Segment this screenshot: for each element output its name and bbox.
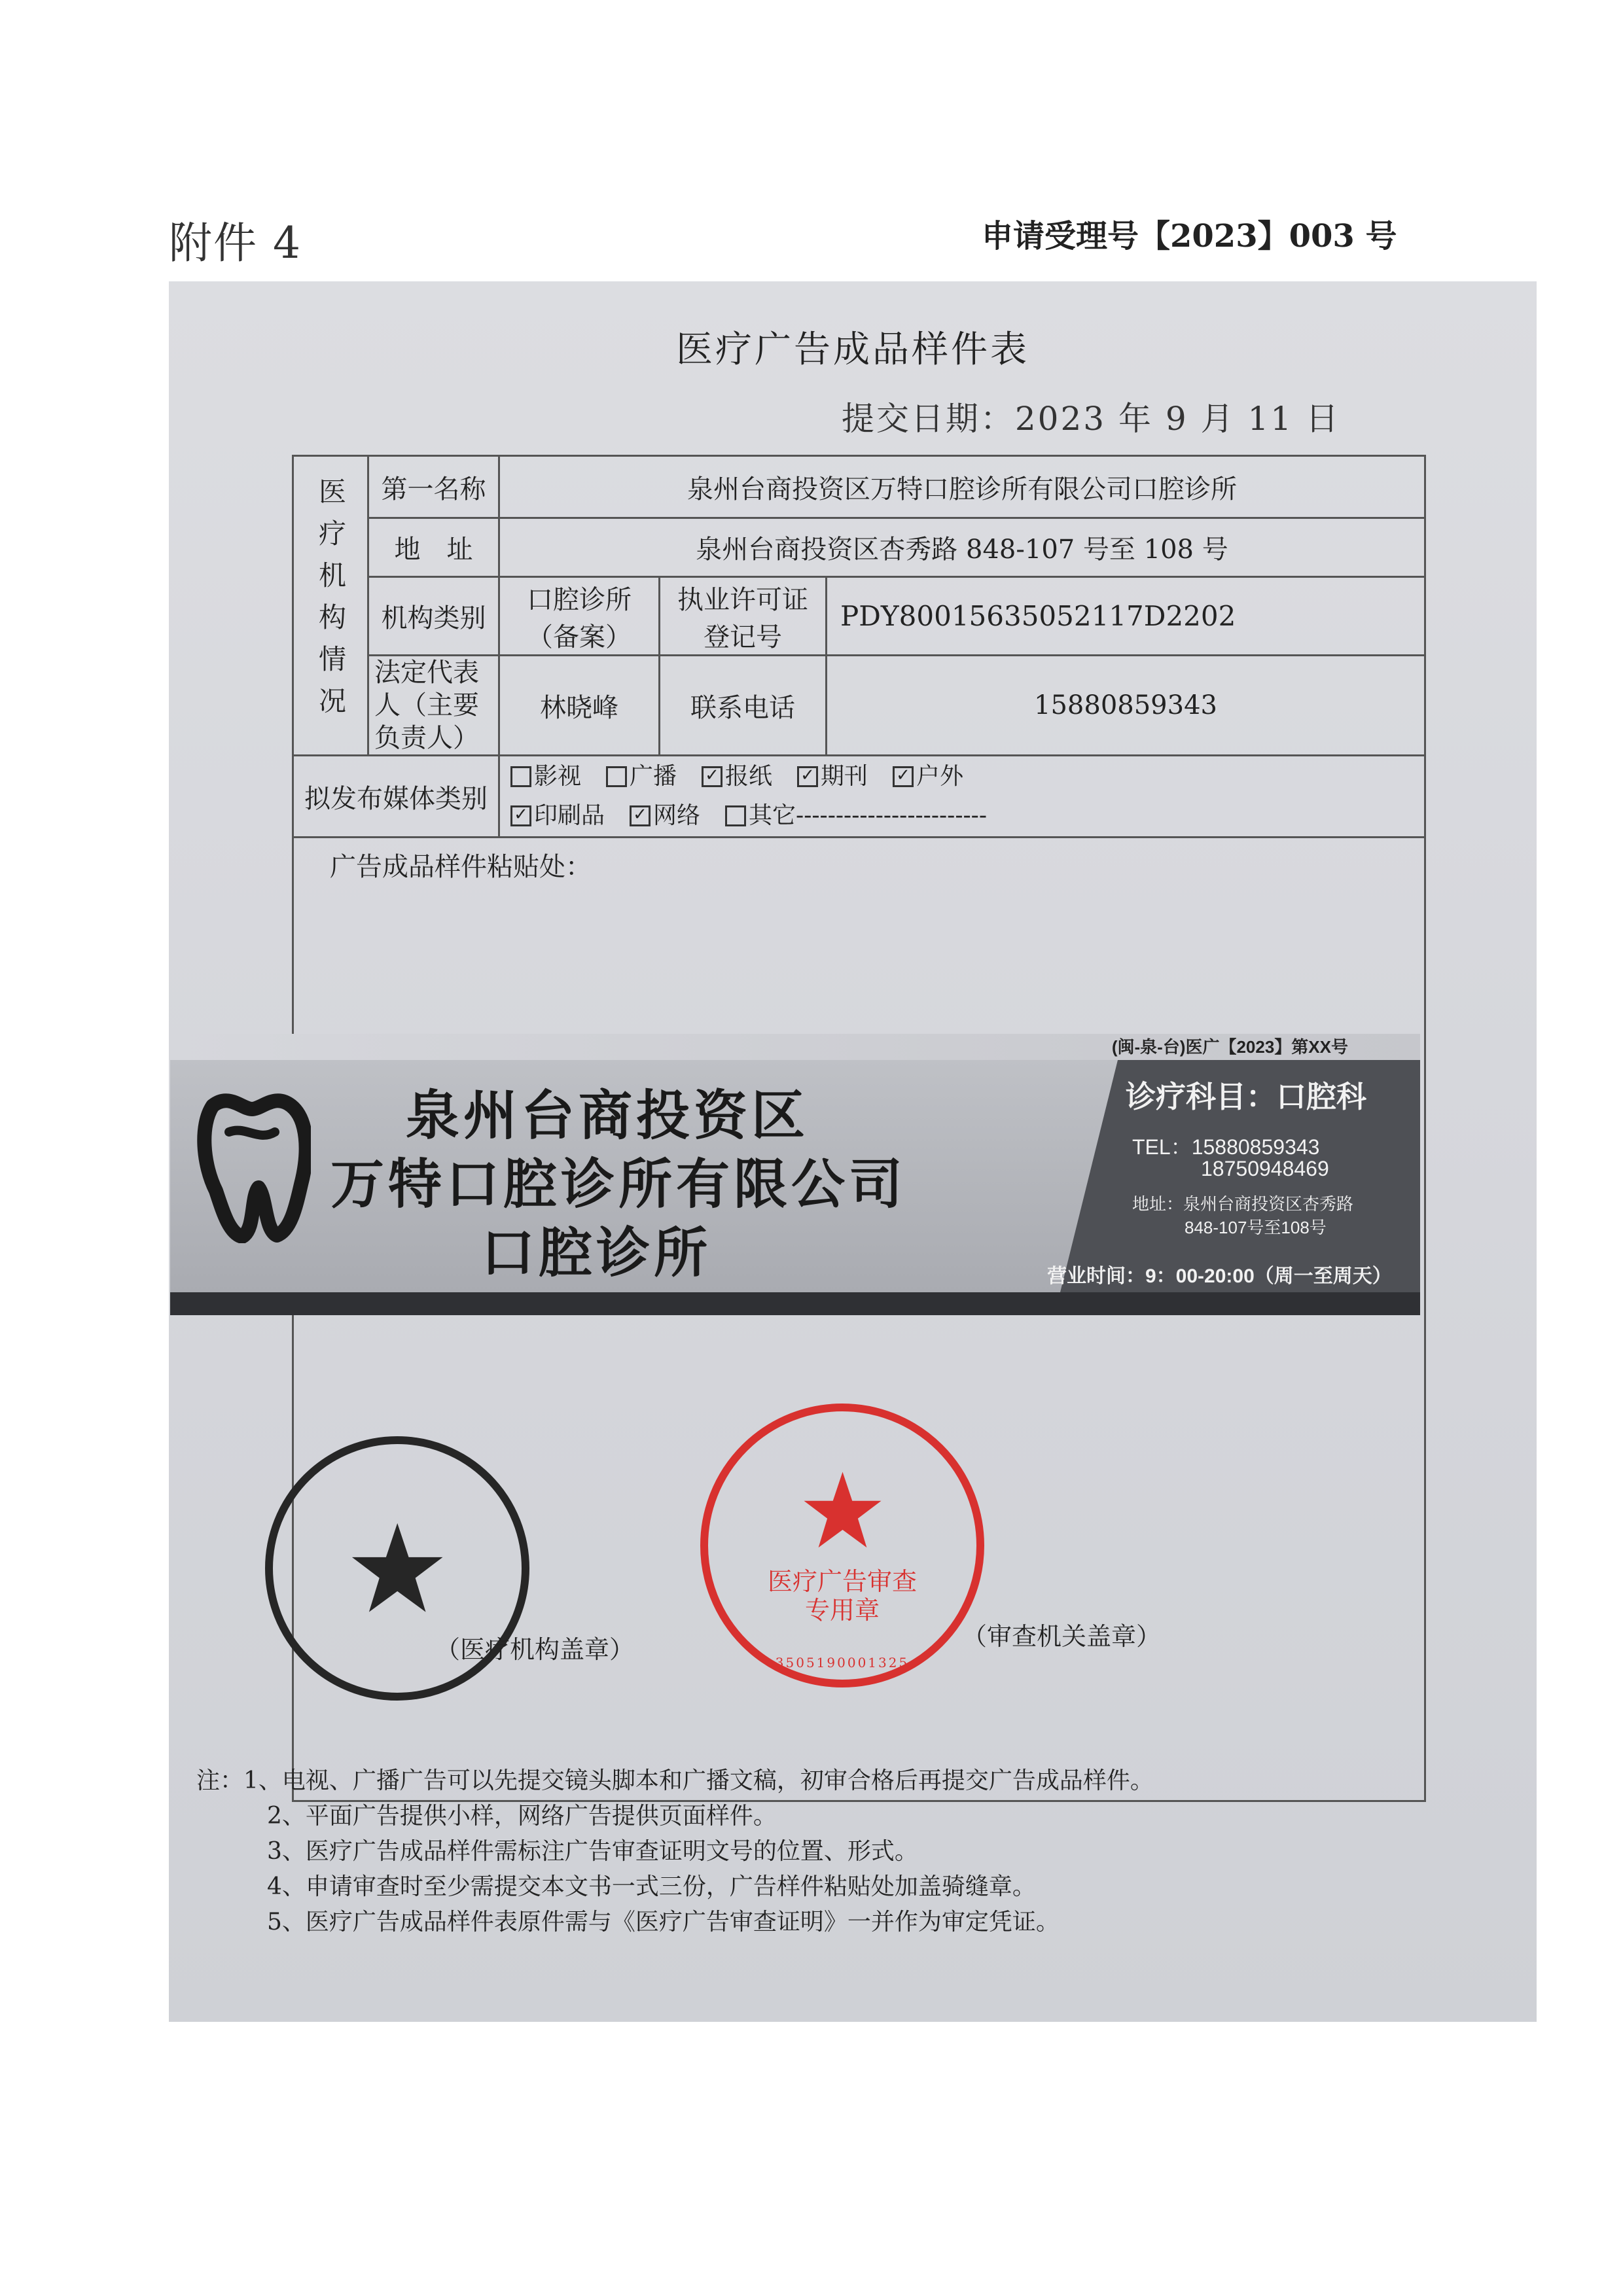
- media-option[interactable]: [725, 802, 987, 829]
- ad-hours: 营业时间：9：00-20:00（周一至周天）: [1047, 1265, 1392, 1287]
- section-label-cell: [293, 456, 368, 756]
- legal-rep-label: 法定代表人（主要负责人）: [368, 656, 499, 756]
- phone-value: 15880859343: [827, 656, 1425, 756]
- tooth-icon: [193, 1080, 311, 1243]
- address-value: 泉州台商投资区杏秀路 848-107 号至 108 号: [499, 518, 1425, 577]
- org-type-value: 口腔诊所（备案）: [499, 577, 660, 656]
- review-seal-caption: （审查机关盖章）: [962, 1622, 1162, 1651]
- submit-date: 提交日期：2023 年 9 月 11 日: [841, 400, 1340, 438]
- media-option-label: 广播: [630, 763, 677, 790]
- media-option-label: 网络: [653, 802, 701, 829]
- star-icon: [802, 1470, 883, 1551]
- phone-label: 联系电话: [660, 656, 827, 756]
- application-number: 申请受理号【2023】003 号: [982, 218, 1397, 255]
- media-option[interactable]: [630, 802, 700, 829]
- media-option[interactable]: [797, 763, 868, 790]
- note-line: 注：1、电视、广播广告可以先提交镜头脚本和广播文稿，初审合格后再提交广告成品样件。: [196, 1767, 1154, 1794]
- star-icon: [350, 1521, 444, 1616]
- media-option-label: 影视: [534, 763, 582, 790]
- ad-bottom-bar: [170, 1292, 1420, 1315]
- other-fill-line: ------------------------: [796, 802, 987, 829]
- checked-box-icon[interactable]: ✓: [510, 805, 531, 826]
- media-option[interactable]: [510, 763, 581, 790]
- attachment-label: 附件 4: [169, 218, 302, 268]
- paste-label: 广告成品样件粘贴处：: [330, 852, 592, 882]
- org-type-label: 机构类别: [368, 577, 499, 656]
- ad-name-line2: 万特口腔诊所有限公司: [330, 1154, 907, 1216]
- media-option-label: 报纸: [725, 763, 773, 790]
- checked-box-icon[interactable]: ✓: [702, 766, 722, 787]
- media-label: 拟发布媒体类别: [293, 756, 499, 838]
- form-title: 医疗广告成品样件表: [676, 328, 1029, 371]
- media-row: [510, 796, 1419, 836]
- media-option-label: 户外: [916, 763, 964, 790]
- legal-rep-value: 林晓峰: [499, 656, 660, 756]
- media-options: [499, 756, 1425, 838]
- media-option[interactable]: [702, 763, 772, 790]
- media-option[interactable]: [510, 802, 605, 829]
- ad-addr2: 848-107号至108号: [1185, 1218, 1327, 1237]
- ad-tel2: 18750948469: [1201, 1157, 1329, 1180]
- ad-dept: 诊疗科目：口腔科: [1126, 1079, 1366, 1114]
- license-value: PDY80015635052117D2202: [827, 577, 1425, 656]
- unchecked-box-icon[interactable]: [606, 766, 627, 787]
- ad-name-line3: 口腔诊所: [481, 1222, 712, 1284]
- note-line: 3、医疗广告成品样件需标注广告审查证明文号的位置、形式。: [267, 1838, 918, 1865]
- note-line: 2、平面广告提供小样，网络广告提供页面样件。: [267, 1803, 777, 1829]
- media-option-label: 期刊: [821, 763, 868, 790]
- first-name-value: 泉州台商投资区万特口腔诊所有限公司口腔诊所: [499, 456, 1425, 518]
- media-row: [510, 757, 1419, 796]
- media-option[interactable]: [893, 763, 963, 790]
- note-line: 4、申请审查时至少需提交本文书一式三份，广告样件粘贴处加盖骑缝章。: [267, 1873, 1036, 1900]
- ad-tel1: TEL：15880859343: [1132, 1135, 1320, 1159]
- section-label: 医疗机构情况: [315, 476, 347, 728]
- unchecked-box-icon[interactable]: [725, 805, 746, 826]
- notes: [196, 1763, 1154, 1940]
- media-option[interactable]: [606, 763, 677, 790]
- checked-box-icon[interactable]: ✓: [797, 766, 818, 787]
- media-option-label: 印刷品: [534, 802, 605, 829]
- address-label: 地 址: [368, 518, 499, 577]
- media-option-label: 其它: [749, 802, 796, 829]
- license-label: 执业许可证登记号: [660, 577, 827, 656]
- ad-sample: [170, 1034, 1420, 1315]
- checked-box-icon[interactable]: ✓: [893, 766, 914, 787]
- checked-box-icon[interactable]: ✓: [630, 805, 651, 826]
- note-line: 5、医疗广告成品样件表原件需与《医疗广告审查证明》一并作为审定凭证。: [267, 1909, 1060, 1935]
- first-name-label: 第一名称: [368, 456, 499, 518]
- ad-name-line1: 泉州台商投资区: [406, 1085, 810, 1147]
- ad-addr1: 地址：泉州台商投资区杏秀路: [1132, 1194, 1354, 1214]
- unchecked-box-icon[interactable]: [510, 766, 531, 787]
- review-seal-code: 3505190001325: [775, 1655, 910, 1670]
- review-seal: [700, 1404, 984, 1687]
- ad-cert-number: (闽-泉-台)医广【2023】第XX号: [1111, 1037, 1348, 1057]
- institution-seal-caption: （医疗机构盖章）: [435, 1635, 635, 1664]
- review-seal-inner-text: 医疗广告审查专用章: [767, 1566, 917, 1625]
